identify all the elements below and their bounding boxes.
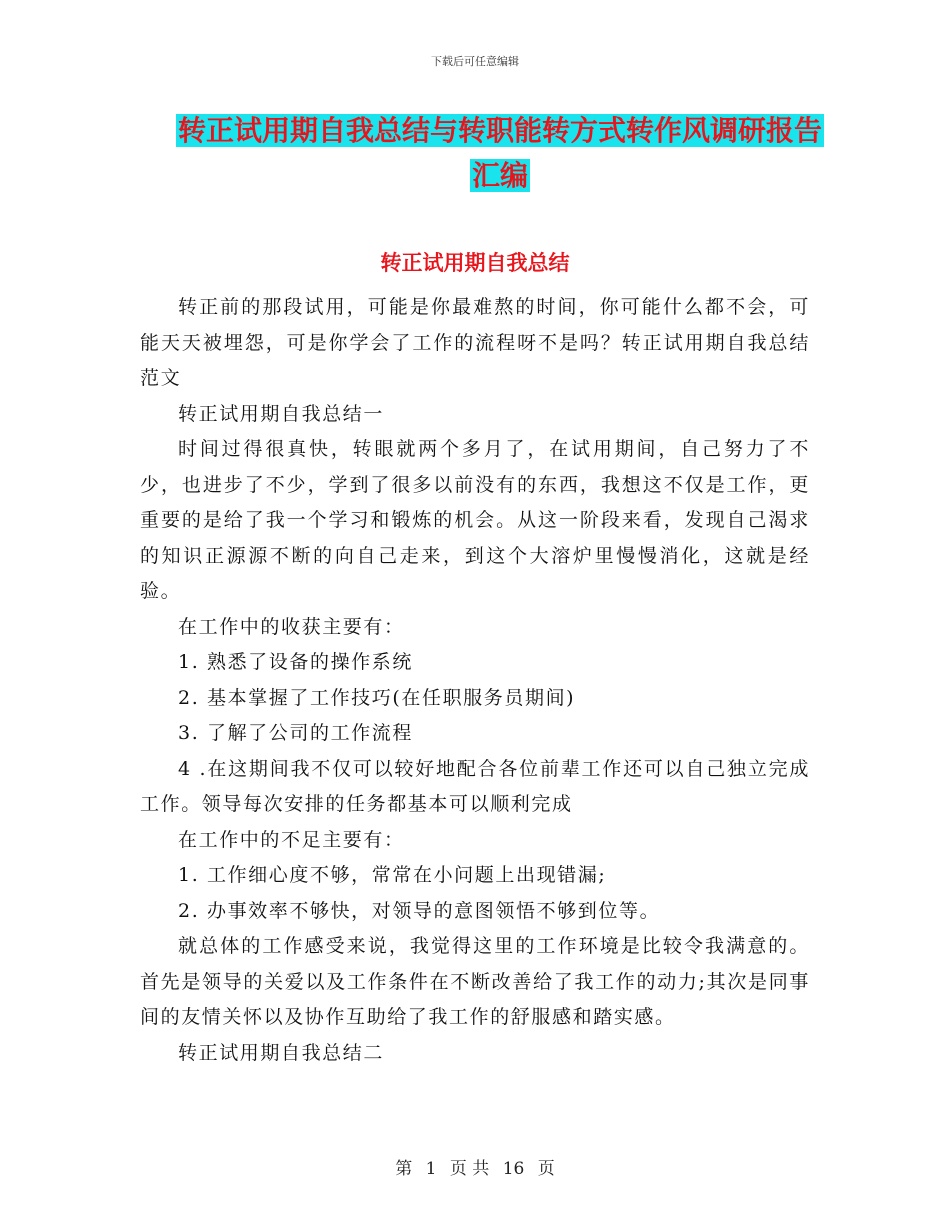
document-title xyxy=(140,108,860,198)
paragraph-overall: 就总体的工作感受来说，我觉得这里的工作环境是比较令我满意的。首先是领导的关爱以及工作条件在不断改善给了我工作的动力;其次是同事间的友情关怀以及协作互助给了我工作的舒服感和踏实感。 xyxy=(140,935,810,1028)
list-item-gain-4: 4 .在这期间我不仅可以较好地配合各位前辈工作还可以自己独立完成工作。领导每次安排的任务都基本可以顺利完成 xyxy=(140,757,810,815)
paragraph-intro: 转正前的那段试用，可能是你最难熬的时间，你可能什么都不会，可能天天被埋怨，可是你学会了工作的流程呀不是吗？转正试用期自我总结范文 xyxy=(140,296,810,389)
page-suffix: 页 xyxy=(537,1159,555,1179)
page-number xyxy=(0,1154,950,1179)
list-item-shortcoming-1: 1. 工作细心度不够，常常在小问题上出现错漏; xyxy=(178,864,607,886)
subheading-summary-one: 转正试用期自我总结一 xyxy=(178,402,385,425)
section-title: 转正试用期自我总结 xyxy=(380,251,570,275)
page-mid: 页 共 xyxy=(449,1159,490,1179)
subheading-summary-two: 转正试用期自我总结二 xyxy=(178,1041,385,1064)
paragraph-time: 时间过得很真快，转眼就两个多月了，在试用期间，自己努力了不少，也进步了不少，学到了很多以前没有的东西，我想这不仅是工作，更重要的是给了我一个学习和锻炼的机会。从这一阶段来看，发现自己渴求的知识正源源不断的向自己走来，到这个大溶炉里慢慢消化，这就是经验。 xyxy=(140,438,810,602)
list-item-shortcoming-2: 2. 办事效率不够快，对领导的意图领悟不够到位等。 xyxy=(178,899,661,922)
header-note: 下载后可任意编辑 xyxy=(431,55,519,68)
document-body xyxy=(140,290,810,1071)
subheading-shortcomings: 在工作中的不足主要有： xyxy=(178,828,405,851)
list-item-gain-1: 1. 熟悉了设备的操作系统 xyxy=(178,651,413,673)
document-title-line-2: 汇编 xyxy=(471,159,528,192)
document-title-line-1: 转正试用期自我总结与转职能转方式转作风调研报告 xyxy=(177,114,822,147)
list-item-gain-2: 2. 基本掌握了工作技巧(在任职服务员期间) xyxy=(178,686,576,709)
page-current: 1 xyxy=(425,1159,437,1179)
subheading-gains: 在工作中的收获主要有： xyxy=(178,615,405,638)
list-item-gain-3: 3. 了解了公司的工作流程 xyxy=(178,722,413,744)
page-total: 16 xyxy=(502,1159,525,1179)
page-prefix: 第 xyxy=(395,1159,413,1179)
